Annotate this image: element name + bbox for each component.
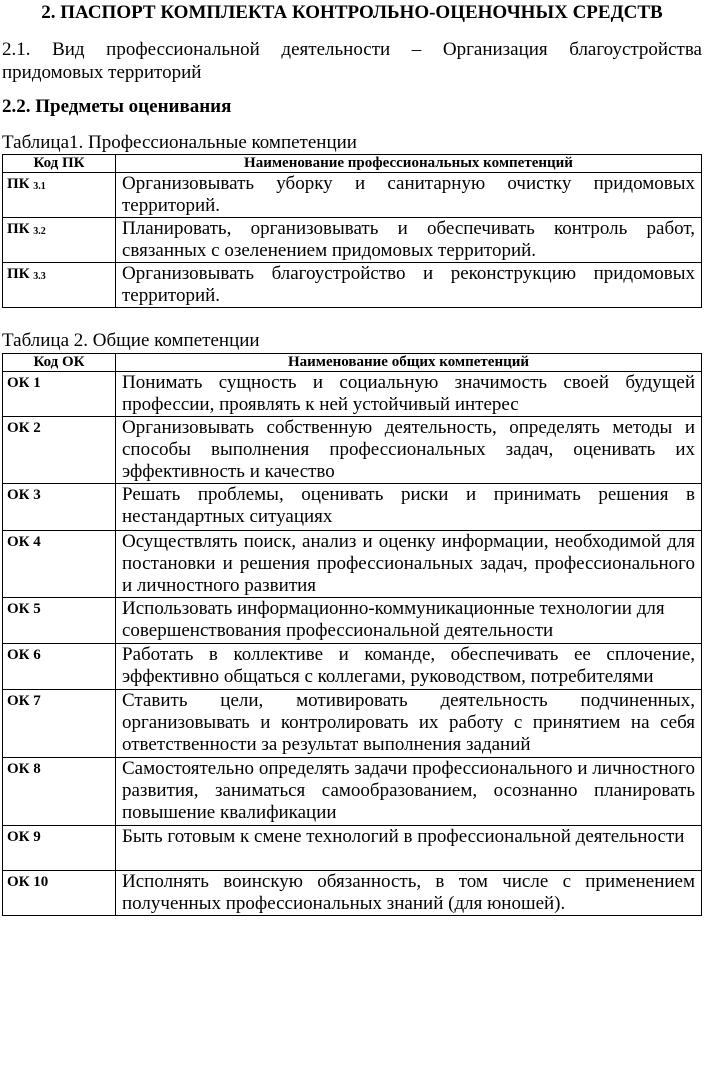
competency-code: ОК 5 [3, 598, 116, 644]
competency-code: ПК $_{3.3}$ [3, 263, 116, 308]
table-row [3, 417, 702, 484]
table-row [3, 484, 702, 531]
competency-description: Ставить цели, мотивировать деятельность подчиненных, организовывать и контролировать их работу с принятием на себя ответственности за результат выполнения заданий [116, 690, 702, 758]
table2-caption: Таблица 2. Общие компетенции [2, 330, 260, 351]
table-header-row [3, 354, 702, 372]
column-header-name: Наименование общих компетенций [116, 354, 702, 372]
professional-competencies-table [2, 154, 702, 308]
table-row [3, 871, 702, 916]
competency-description: Планировать, организовывать и обеспечивать контроль работ, связанных с озеленением придомовых территорий. [116, 218, 702, 263]
competency-description: Использовать информационно-коммуникационные технологии для совершенствования профессиональной деятельности [116, 598, 702, 644]
competency-description: Организовывать собственную деятельность, определять методы и способы выполнения профессиональных задач, оценивать их эффективность и качество [116, 417, 702, 484]
table-row [3, 598, 702, 644]
competency-code: ПК $_{3.2}$ [3, 218, 116, 263]
table-row [3, 173, 702, 218]
competency-description: Понимать сущность и социальную значимость своей будущей профессии, проявлять к ней устойчивый интерес [116, 372, 702, 417]
table-row [3, 372, 702, 417]
section-heading: 2.2. Предметы оценивания [2, 96, 232, 117]
activity-paragraph: 2.1. Вид профессиональной деятельности – Организация благоустройства придомовых территорий [2, 39, 702, 83]
competency-code: ОК 7 [3, 690, 116, 758]
table-row [3, 644, 702, 690]
column-header-code: Код ОК [3, 354, 116, 372]
competency-code: ОК 3 [3, 484, 116, 531]
competency-description: Осуществлять поиск, анализ и оценку информации, необходимой для постановки и решения профессиональных задач, профессионального и личностного развития [116, 531, 702, 598]
column-header-name: Наименование профессиональных компетенций [116, 155, 702, 173]
competency-code: ОК 8 [3, 758, 116, 826]
table-row [3, 531, 702, 598]
table-row [3, 218, 702, 263]
competency-description: Самостоятельно определять задачи профессионального и личностного развития, заниматься самообразованием, осознанно планировать повышение квалификации [116, 758, 702, 826]
table-header-row [3, 155, 702, 173]
competency-description: Работать в коллективе и команде, обеспечивать ее сплочение, эффективно общаться с коллегами, руководством, потребителями [116, 644, 702, 690]
competency-code: ПК $_{3.1}$ [3, 173, 116, 218]
competency-description: Исполнять воинскую обязанность, в том числе с применением полученных профессиональных знаний (для юношей). [116, 871, 702, 916]
competency-description: Организовывать уборку и санитарную очистку придомовых территорий. [116, 173, 702, 218]
competency-code: ОК 4 [3, 531, 116, 598]
table-row [3, 263, 702, 308]
competency-code: ОК 1 [3, 372, 116, 417]
competency-code: ОК 2 [3, 417, 116, 484]
table1-caption: Таблица1. Профессиональные компетенции [2, 132, 357, 153]
table-row [3, 690, 702, 758]
table-row [3, 826, 702, 871]
competency-description: Организовывать благоустройство и реконструкцию придомовых территорий. [116, 263, 702, 308]
competency-description: Решать проблемы, оценивать риски и принимать решения в нестандартных ситуациях [116, 484, 702, 531]
competency-code: ОК 9 [3, 826, 116, 871]
competency-code: ОК 10 [3, 871, 116, 916]
competency-code: ОК 6 [3, 644, 116, 690]
general-competencies-table [2, 353, 702, 916]
table-row [3, 758, 702, 826]
page-title: 2. ПАСПОРТ КОМПЛЕКТА КОНТРОЛЬНО-ОЦЕНОЧНЫХ СРЕДСТВ [41, 2, 663, 23]
competency-description: Быть готовым к смене технологий в профессиональной деятельности [116, 826, 702, 871]
column-header-code: Код ПК [3, 155, 116, 173]
